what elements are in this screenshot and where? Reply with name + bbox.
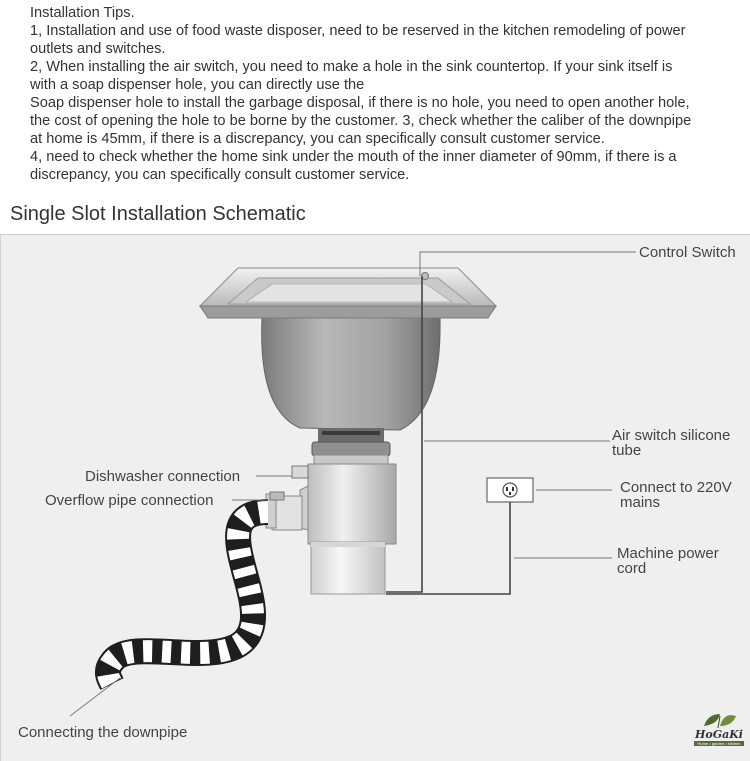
wall-outlet [487, 478, 533, 502]
overflow-fitting [266, 492, 302, 530]
logo-tagline: Home • garden • kitchen [694, 741, 744, 746]
hogaki-logo [690, 708, 748, 748]
label-power-cord-line-1: Machine power [617, 545, 719, 562]
tip-1-line-1: 1, Installation and use of food waste disposer, need to be reserved in the kitchen remodeling of power [30, 23, 686, 39]
leaf-icon [690, 708, 748, 730]
label-air-switch-line-1: Air switch silicone [612, 427, 731, 444]
tip-2-line-2: with a soap dispenser hole, you can directly use the [30, 77, 365, 93]
tip-2-line-1: 2, When installing the air switch, you need to make a hole in the sink countertop. If your sink itself is [30, 59, 673, 75]
label-control-switch: Control Switch [639, 244, 736, 261]
tip-2-line-4: the cost of opening the hole to be borne by the customer. 3, check whether the caliber of the downpipe [30, 113, 692, 129]
tips-heading: Installation Tips. [30, 5, 135, 21]
label-power-cord-line-2: cord [617, 560, 647, 577]
tip-4-line-1: 4, need to check whether the home sink under the mouth of the inner diameter of 90mm, if there is a [30, 149, 677, 165]
tip-2-line-3: Soap dispenser hole to install the garbage disposal, if there is no hole, you need to open another hole, [30, 95, 690, 111]
dishwasher-fitting [292, 466, 308, 478]
sink [200, 268, 496, 430]
label-air-switch-line-2: tube [612, 442, 642, 459]
drain-hose [108, 512, 268, 684]
leader-downpipe [70, 678, 120, 716]
label-connecting-downpipe: Connecting the downpipe [18, 724, 188, 741]
logo-brand: HoGaKi [695, 728, 743, 741]
tip-4-line-2: discrepancy, you can specifically consult customer service. [30, 167, 410, 183]
label-overflow-pipe-connection: Overflow pipe connection [45, 492, 214, 509]
label-dishwasher-connection: Dishwasher connection [85, 468, 241, 485]
tip-1-line-2: outlets and switches. [30, 41, 166, 57]
label-mains-line-1: Connect to 220V [620, 479, 732, 496]
garbage-disposer [300, 428, 396, 594]
schematic-title: Single Slot Installation Schematic [10, 203, 306, 225]
tip-2-line-5: at home is 45mm, if there is a discrepancy, you can specifically consult customer service. [30, 131, 605, 147]
label-mains-line-2: mains [620, 494, 661, 511]
